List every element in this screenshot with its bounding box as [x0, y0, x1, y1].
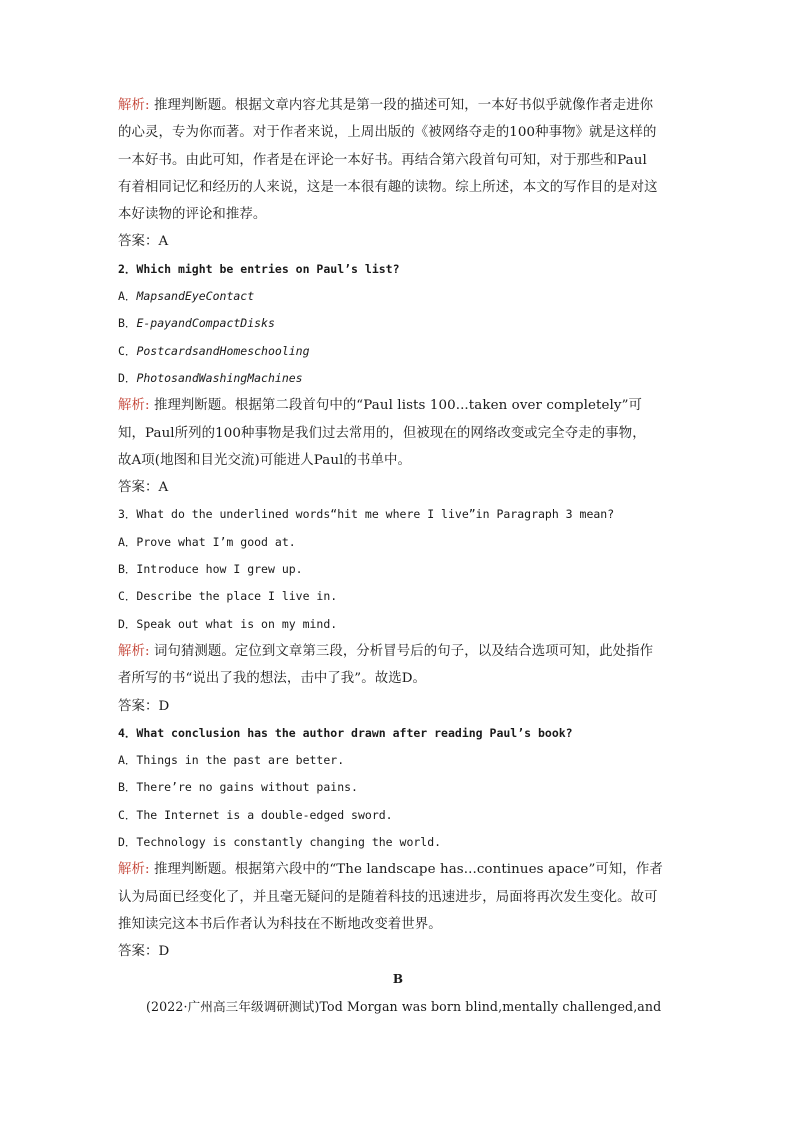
question-text: 3．What do the underlined words“hit me where I live”in Paragraph 3 mean?: [118, 507, 615, 522]
q2-block: [118, 256, 678, 502]
analysis-line: 者所写的书“说出了我的想法，击中了我”。故选D。: [118, 671, 427, 687]
document-content: [118, 92, 678, 1020]
answer: 答案：A: [118, 480, 169, 496]
analysis-line: 推知读完这本书后作者认为科技在不断地改变着世界。: [118, 916, 442, 932]
analysis-label: 解析:: [118, 643, 150, 659]
option-b: B．There’re no gains without pains.: [118, 780, 358, 795]
analysis-label: 解析:: [118, 862, 150, 878]
analysis-line: 解析: 推理判断题。根据第二段首句中的“Paul lists 100...taken over completely”可: [118, 398, 643, 414]
analysis-line: 本好读物的评论和推荐。: [118, 207, 267, 223]
passage-intro: (2022·广州高三年级调研测试)Tod Morgan was born blind,mentally challenged,and: [146, 998, 662, 1014]
analysis-line: 故A项(地图和目光交流)可能进人Paul的书单中。: [118, 452, 411, 468]
analysis-line: 认为局面已经变化了，并且毫无疑问的是随着科技的迅速进步，局面将再次发生变化。故可: [118, 889, 658, 905]
section-heading: B: [392, 971, 404, 986]
option-c: C．PostcardsandHomeschooling: [118, 343, 310, 358]
option-d: D．PhotosandWashingMachines: [118, 370, 303, 385]
question-text: 2．Which might be entries on Paul’s list?: [118, 261, 400, 276]
answer: 答案：A: [118, 234, 169, 250]
q3-block: [118, 501, 678, 719]
option-b: B．E-payandCompactDisks: [118, 316, 275, 331]
option-d: D．Technology is constantly changing the world.: [118, 835, 442, 850]
option-c: C．Describe the place I live in.: [118, 589, 338, 604]
option-d: D．Speak out what is on my mind.: [118, 616, 338, 631]
analysis-line: 解析: 推理判断题。根据第六段中的“The landscape has...continues apace”可知，作者: [118, 862, 663, 878]
analysis-line: 的心灵，专为你而著。对于作者来说，上周出版的《被网络夺走的100种事物》就是这样的: [118, 125, 657, 141]
answer: 答案：D: [118, 698, 170, 714]
analysis-line: 解析: 词句猜测题。定位到文章第三段，分析冒号后的句子，以及结合选项可知，此处指作: [118, 643, 654, 659]
analysis-line: 知，Paul所列的100种事物是我们过去常用的，但被现在的网络改变或完全夺走的事物，: [118, 425, 646, 441]
option-b: B．Introduce how I grew up.: [118, 562, 303, 577]
analysis-line: 解析: 推理判断题。根据文章内容尤其是第一段的描述可知，一本好书似乎就像作者走进你: [118, 98, 654, 113]
answer: 答案：D: [118, 944, 170, 960]
q4-block: [118, 720, 678, 966]
analysis-line: 有着相同记忆和经历的人来说，这是一本很有趣的读物。综上所述，本文的写作目的是对这: [118, 179, 658, 195]
analysis-label: 解析:: [118, 98, 150, 113]
analysis-label: 解析:: [118, 398, 150, 414]
option-a: A．MapsandEyeContact: [118, 289, 255, 304]
option-c: C．The Internet is a double-edged sword.: [118, 807, 393, 822]
option-a: A．Prove what I’m good at.: [118, 534, 296, 549]
option-a: A．Things in the past are better.: [118, 753, 345, 768]
question-text: 4．What conclusion has the author drawn after reading Paul’s book?: [118, 725, 573, 740]
section-b: [118, 966, 678, 1021]
analysis-line: 一本好书。由此可知，作者是在评论一本好书。再结合第六段首句可知，对于那些和Paul: [118, 152, 647, 168]
q1-analysis: [118, 92, 678, 256]
